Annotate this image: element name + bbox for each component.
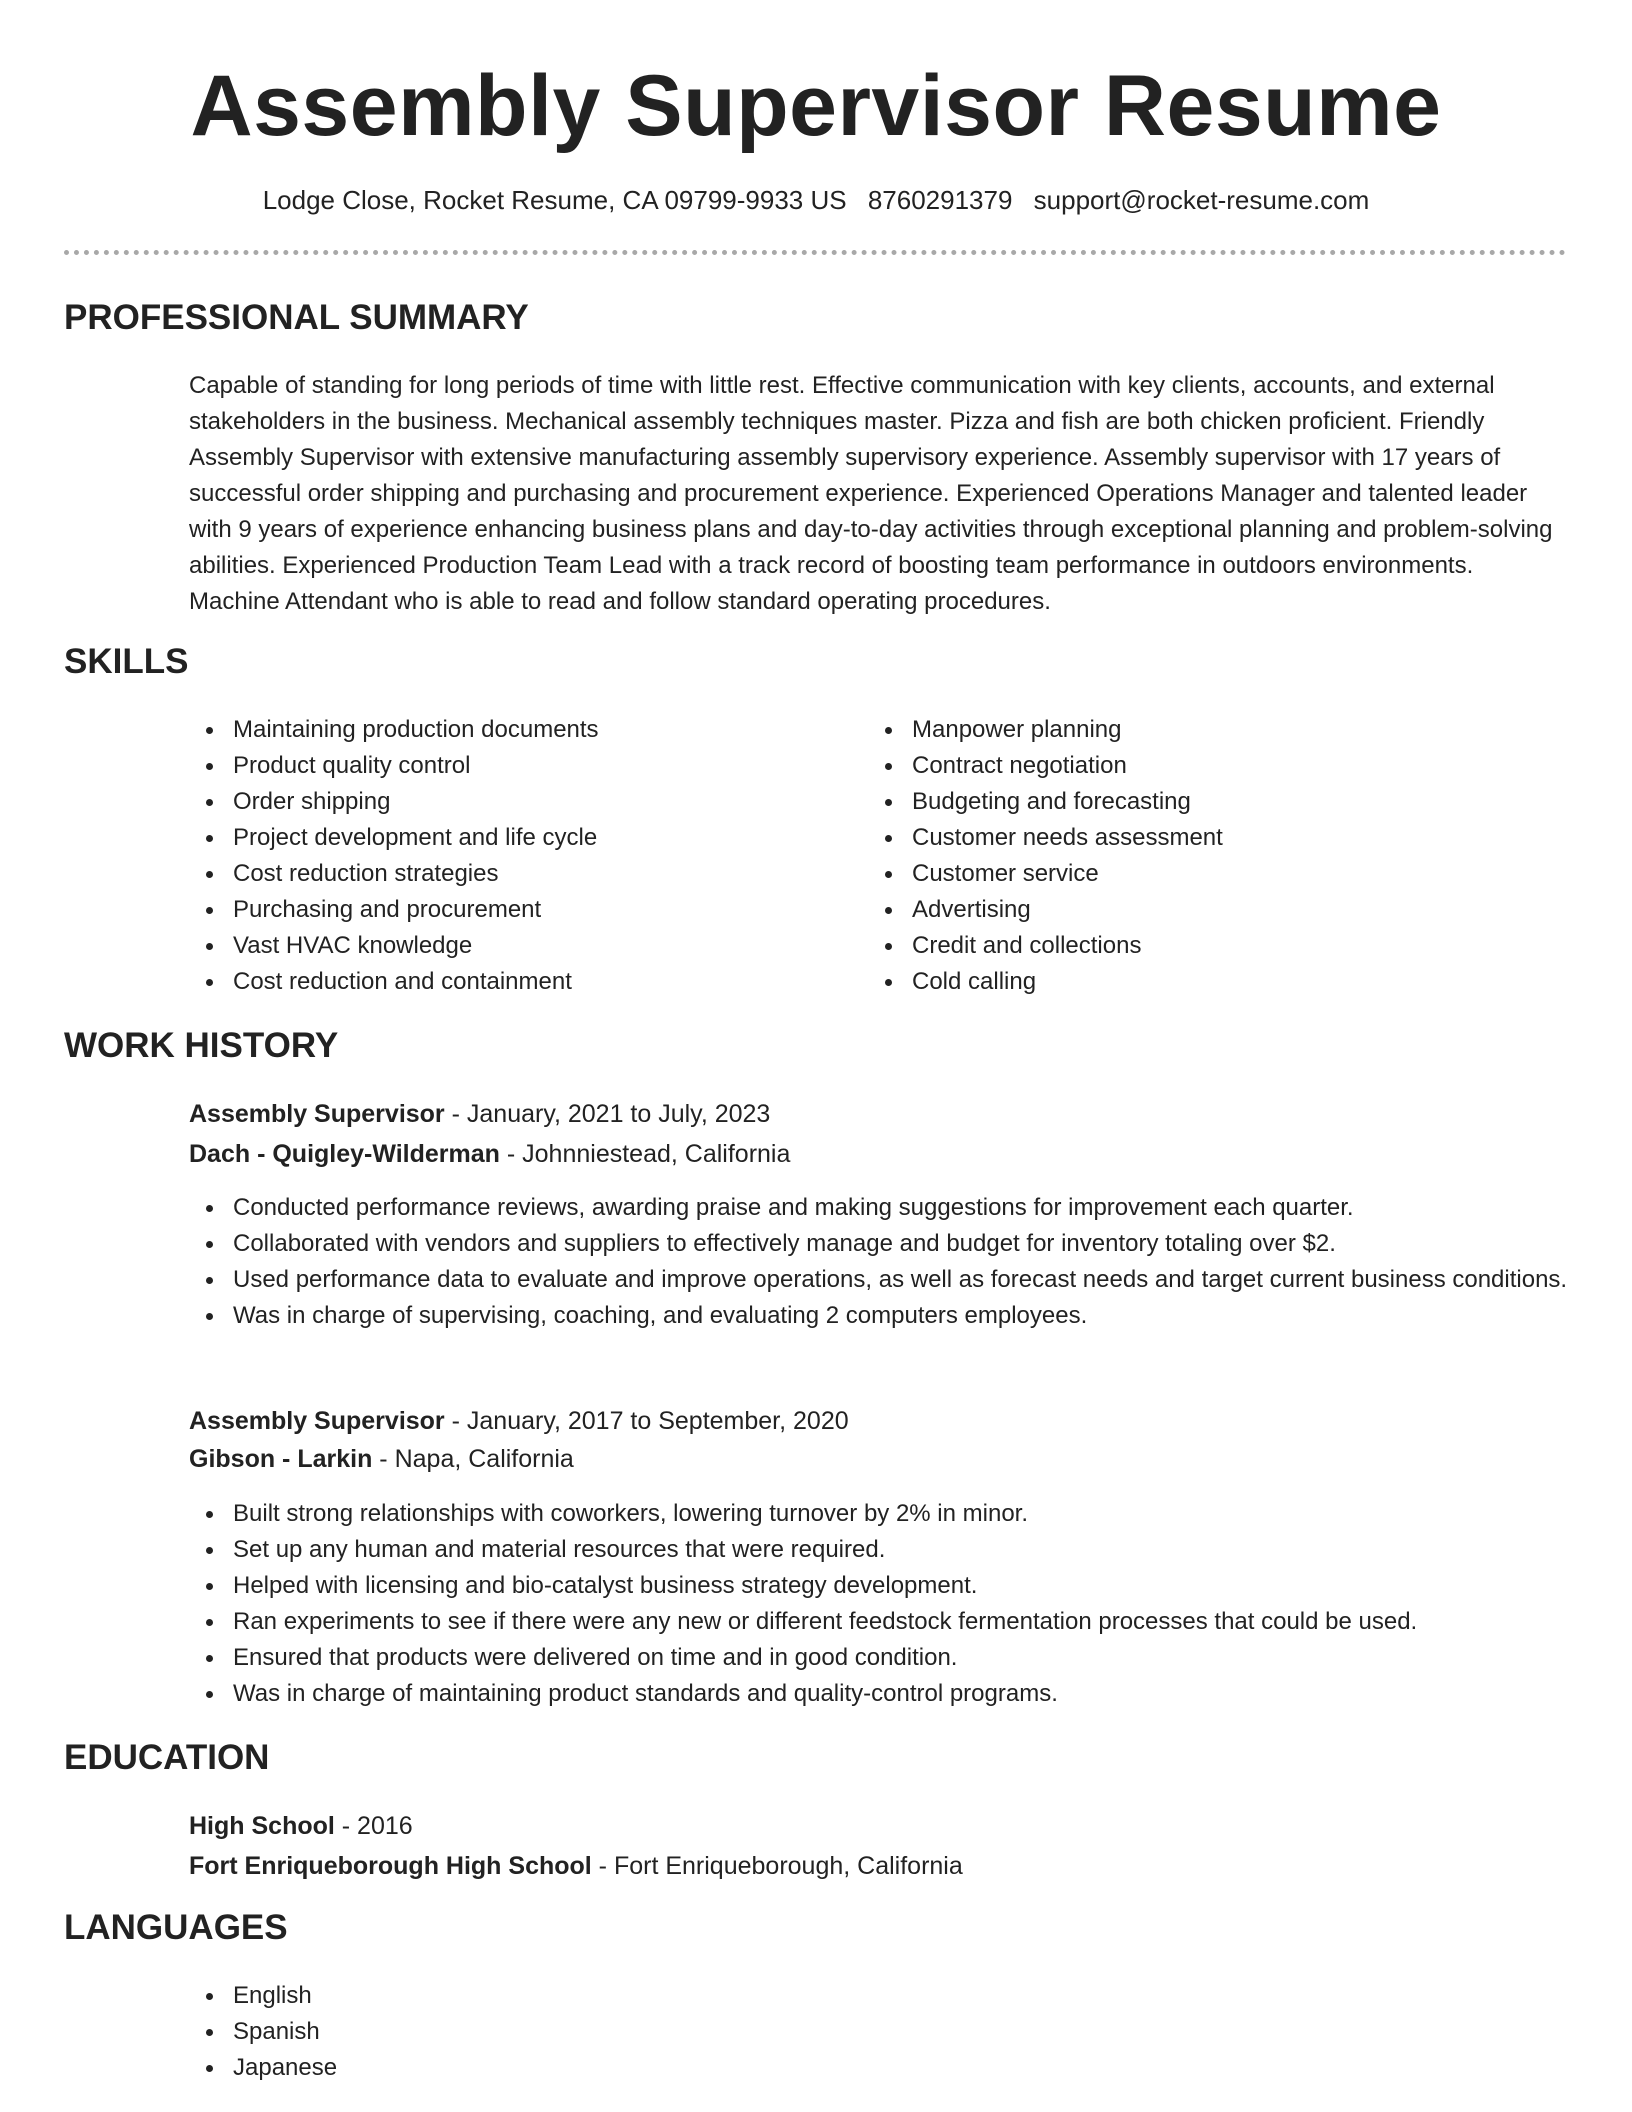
skill-item: Purchasing and procurement — [189, 892, 849, 928]
work-heading: WORK HISTORY — [64, 1026, 339, 1065]
skill-item: Cost reduction strategies — [189, 856, 849, 892]
skill-item: Customer needs assessment — [868, 820, 1528, 856]
job-bullet: Ran experiments to see if there were any new or different feedstock fermentation processes that could be used. — [189, 1604, 1569, 1640]
job-location: - Johnniestead, California — [499, 1140, 791, 1168]
contact-phone: 8760291379 — [867, 185, 1013, 215]
education-heading: EDUCATION — [64, 1738, 270, 1777]
job-bullet: Set up any human and material resources that were required. — [189, 1532, 1569, 1568]
skill-item: Maintaining production documents — [189, 712, 849, 748]
job-company-line — [189, 1440, 574, 1478]
education-school-line — [189, 1847, 963, 1885]
languages-list — [189, 1978, 789, 2086]
education-degree: High School — [189, 1812, 335, 1840]
skill-item: Vast HVAC knowledge — [189, 928, 849, 964]
job-company: Dach - Quigley-Wilderman — [189, 1140, 500, 1168]
job-title-line — [189, 1402, 849, 1440]
header-divider — [64, 250, 1566, 255]
language-item: English — [189, 1978, 789, 2014]
education-degree-line — [189, 1807, 413, 1845]
job-location: - Napa, California — [372, 1445, 574, 1473]
language-item: Japanese — [189, 2050, 789, 2086]
job-dates: - January, 2017 to September, 2020 — [444, 1407, 849, 1435]
job-bullet: Collaborated with vendors and suppliers to effectively manage and budget for inventory totaling over $2. — [189, 1226, 1569, 1262]
skill-item: Cost reduction and containment — [189, 964, 849, 1000]
skill-item: Project development and life cycle — [189, 820, 849, 856]
resume-title: Assembly Supervisor Resume — [190, 58, 1442, 154]
job-bullet: Built strong relationships with coworkers, lowering turnover by 2% in minor. — [189, 1496, 1569, 1532]
language-item: Spanish — [189, 2014, 789, 2050]
job-bullet: Was in charge of supervising, coaching, and evaluating 2 computers employees. — [189, 1298, 1569, 1334]
job-dates: - January, 2021 to July, 2023 — [444, 1100, 771, 1128]
summary-text: Capable of standing for long periods of time with little rest. Effective communication with key clients, accounts, and external stakeholders in the business. Mechanical assembly techniques master. Pizza and fish are both chicken proficient. Friendly Assembly Supervisor with extensive manufacturing assembly supervisory experience. Assembly supervisor with 17 years of successful order shipping and purchasing and procurement experience. Experienced Operations Manager and talented leader with 9 years of experience enhancing business plans and day-to-day activities through exceptional planning and problem-solving abilities. Experienced Production Team Lead with a track record of boosting team performance in outdoors environments. Machine Attendant who is able to read and follow standard operating procedures. — [189, 372, 1553, 615]
contact-line — [0, 182, 1632, 218]
skill-item: Manpower planning — [868, 712, 1528, 748]
contact-email: support@rocket-resume.com — [1033, 185, 1370, 215]
skill-item: Budgeting and forecasting — [868, 784, 1528, 820]
contact-address: Lodge Close, Rocket Resume, CA 09799-9933 US — [262, 185, 847, 215]
job-company-line — [189, 1135, 790, 1173]
summary-heading: PROFESSIONAL SUMMARY — [64, 298, 529, 337]
education-year: - 2016 — [334, 1812, 413, 1840]
skill-item: Order shipping — [189, 784, 849, 820]
job-bullets — [189, 1496, 1569, 1712]
job-bullets — [189, 1190, 1569, 1334]
skill-item: Customer service — [868, 856, 1528, 892]
skills-heading: SKILLS — [64, 642, 189, 681]
skills-list-right — [868, 712, 1528, 1000]
skill-item: Contract negotiation — [868, 748, 1528, 784]
job-bullet: Ensured that products were delivered on time and in good condition. — [189, 1640, 1569, 1676]
job-company: Gibson - Larkin — [189, 1445, 373, 1473]
job-title-line — [189, 1095, 770, 1133]
job-bullet: Used performance data to evaluate and improve operations, as well as forecast needs and target current business conditions. — [189, 1262, 1569, 1298]
skills-list-left — [189, 712, 849, 1000]
education-location: - Fort Enriqueborough, California — [591, 1852, 963, 1880]
languages-heading: LANGUAGES — [64, 1908, 288, 1947]
job-title: Assembly Supervisor — [189, 1407, 445, 1435]
skill-item: Cold calling — [868, 964, 1528, 1000]
job-bullet: Conducted performance reviews, awarding praise and making suggestions for improvement each quarter. — [189, 1190, 1569, 1226]
skill-item: Product quality control — [189, 748, 849, 784]
job-title: Assembly Supervisor — [189, 1100, 445, 1128]
job-bullet: Helped with licensing and bio-catalyst business strategy development. — [189, 1568, 1569, 1604]
job-bullet: Was in charge of maintaining product standards and quality-control programs. — [189, 1676, 1569, 1712]
skill-item: Advertising — [868, 892, 1528, 928]
education-school: Fort Enriqueborough High School — [189, 1852, 592, 1880]
skill-item: Credit and collections — [868, 928, 1528, 964]
